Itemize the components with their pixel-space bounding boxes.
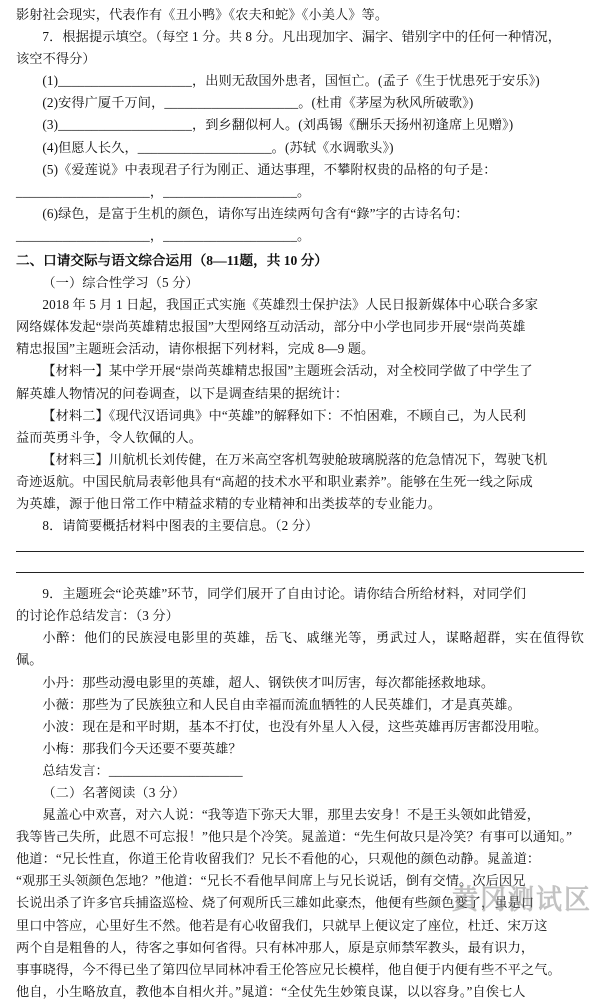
question-7-item-5: (5)《爱莲说》中表现君子行为刚正、通达事理，不攀附权贵的品格的句子是： — [42, 161, 497, 177]
student-remark-xiaozui: 小醉：他们的民族浸电影里的英雄，岳飞、戚继光等，勇武过人，谋略超群，实在值得钦佩。 — [16, 630, 584, 668]
question-7-item-6: (6)绿色，是富于生机的颜色，请你写出连续两句含有“錄”字的古诗名句： — [42, 205, 469, 221]
material-one-line: 【材料一】某中学开展“崇尚英雄精忠报国”主题班会活动，对全校同学做了中学生了 — [42, 363, 533, 379]
question-8-answer-line-1 — [16, 551, 584, 552]
material-intro-line: 精忠报国”主题班会活动，请你根据下列材料，完成 8—9 题。 — [16, 341, 375, 357]
passage-line: “观那王头领颜色怎地？”他道：“兄长不看他早间席上与兄长说话，倒有交情。次后因兄 — [16, 873, 526, 889]
material-intro-line: 2018 年 5 月 1 日起，我国正式实施《英雄烈士保护法》人民日报新媒体中心联合多家 — [42, 297, 539, 313]
summary-speech-blank: 总结发言：____________________ — [42, 762, 243, 778]
question-7-item-2: (2)安得广厦千万间，____________________。(杜甫《茅屋为秋风所破歌》) — [42, 95, 474, 111]
paragraph-line: 影射社会现实，代表作有《丑小鸭》《农夫和蛇》《小美人》等。 — [16, 7, 389, 22]
part-one-materials — [16, 294, 584, 537]
passage-line: 两个自是粗鲁的人，待客之事如何省得。只有林冲那人，原是京师禁军教头，最有识力， — [16, 939, 535, 955]
passage-line: 他自，小生略放直，教他本自相火并。”晁道：“全仗先生妙策良谋，以以容身。”自俟七人 — [16, 983, 526, 999]
material-three-line: 为英雄，源于他日常工作中精益求精的专业精神和出类拔萃的专业能力。 — [16, 495, 442, 511]
question-9-stem-cont: 的讨论作总结发言：（3 分） — [16, 608, 179, 624]
passage-line: 他道：“兄长性直，你道王伦肯收留我们？兄长不看他的心，只观他的颜色动静。晁盖道： — [16, 851, 541, 867]
question-7-item-3: (3)____________________，到乡翻似柯人。(刘禹锡《酬乐天扬州初逢席上见赠》) — [42, 117, 514, 133]
passage-line: 里口中答应，心里好生不然。他若是有心收留我们，只就早上便议定了座位，杜迁、宋万这 — [16, 917, 548, 933]
passage-line: 晁盖心中欢喜，对六人说：“我等造下弥天大罪，那里去安身！不是王头领如此错爱， — [42, 807, 540, 823]
section-two-heading: 二、口请交际与语文综合运用（8—11题，共 10 分） — [16, 253, 328, 269]
student-remark-xiaowei: 小薇：那些为了民族独立和人民自由幸福而流血牺牲的人民英雄们，才是真英雄。 — [42, 696, 521, 712]
question-7-item-4: (4)但愿人长久，____________________。(苏轼《水调歌头》) — [42, 139, 394, 155]
question-7-item-6-answer-blanks: ____________________，____________________。 — [16, 227, 311, 243]
material-one-line: 解英雄人物情况的问卷调查，以下是调查结果的据统计： — [16, 385, 349, 401]
question-7-item-1: (1)____________________，出则无敌国外患者，国恒亡。(孟子《生于忧患死于安乐》) — [42, 73, 540, 89]
question-9-stem: 9．主题班会“论英雄”环节，同学们展开了自由讨论。请你结合所给材料，对同学们 — [42, 586, 527, 602]
material-intro-line: 网络媒体发起“崇尚英雄精忠报国”大型网络互动活动，部分中小学也同步开展“崇尚英雄 — [16, 319, 526, 335]
passage-line: 事事晓得，今不得已坐了第四位早同林冲看王伦答应兄长模样，他自便于内便有些不平之气。 — [16, 961, 561, 977]
question-7-stem: 7．根据提示填空。（每空 1 分。共 8 分。凡出现加字、漏字、错别字中的任何一种情况， — [42, 29, 562, 45]
student-remark-xiaodan: 小丹：那些动漫电影里的英雄，超人、钢铁侠才叫厉害，每次都能拯救地球。 — [42, 674, 495, 690]
passage-line: 长说出杀了许多官兵捕盗巡检、烧了何观所氏三雄如此豪杰，他便有些颜色变了，虽是口 — [16, 895, 535, 911]
watermark-logo: 黄冈测试区 — [451, 883, 592, 915]
part-two-title: （二）名著阅读（3 分） — [42, 785, 186, 800]
material-two-line: 【材料二】《现代汉语词典》中“英雄”的解释如下：不怕困难，不顾自己，为人民利 — [42, 407, 527, 423]
fill-in-blank-section — [16, 4, 584, 247]
material-three-line: 【材料三】川航机长刘传健，在万米高空客机驾驶舱玻璃脱落的危急情况下，驾驶飞机 — [42, 451, 548, 467]
question-8-stem: 8．请简要概括材料中图表的主要信息。（2 分） — [42, 518, 319, 534]
material-three-line: 奇迹返航。中国民航局表彰他具有“高超的技术水平和职业素养”。能够在生死一线之际成 — [16, 473, 533, 489]
material-two-line: 益而英勇斗争，令人钦佩的人。 — [16, 429, 203, 445]
passage-line: 我等皆己失所，此恩不可忘报！”他只是个冷笑。晁盖道：“先生何故只是冷笑？有事可以通知。” — [16, 829, 573, 845]
spacer — [16, 573, 584, 583]
question-9-block — [16, 583, 584, 782]
paragraph-line: 该空不得分） — [16, 51, 96, 67]
student-remark-xiaomei: 小梅：那我们今天还要不要英雄？ — [42, 740, 242, 756]
student-remark-xiaobo: 小波：现在是和平时期，基本不打仗，也没有外星人入侵，这些英雄再厉害都没用啦。 — [42, 718, 548, 734]
part-one-title: （一）综合性学习（5 分） — [42, 275, 199, 291]
question-7-item-5-answer-blanks: ____________________，____________________。 — [16, 183, 311, 199]
